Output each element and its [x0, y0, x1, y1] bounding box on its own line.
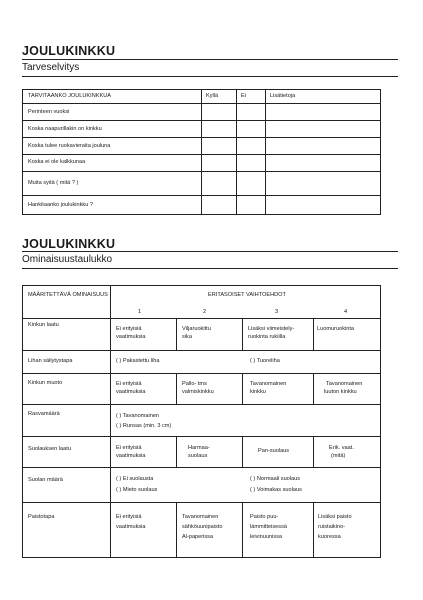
- properties-table-divider: [313, 373, 314, 404]
- option-checkbox-text: ( ) Ei suolausta: [116, 476, 154, 482]
- property-label: Kinkun laatu: [28, 322, 59, 328]
- needs-row-label: Hankitaanko joulukinkku ?: [28, 202, 93, 208]
- section2-subtitle: Ominaisuustaulukko: [22, 254, 113, 265]
- option-cell: kinkku: [250, 389, 266, 395]
- properties-table-divider: [313, 318, 314, 350]
- properties-header-options: ERITASOISET VAIHTOEHDOT: [208, 292, 286, 298]
- option-cell: sika: [182, 334, 192, 340]
- needs-header-info: Lisätietoja: [270, 93, 296, 99]
- needs-table-divider: [236, 89, 237, 215]
- section1-subtitle-rule: [22, 76, 398, 77]
- needs-table-divider: [22, 103, 381, 104]
- option-cell: sähköuunipaisto: [182, 524, 223, 530]
- needs-header-no: Ei: [241, 93, 246, 99]
- option-cell: ruokinta rukiilla: [248, 334, 286, 340]
- property-label: Lihan säilytystapa: [28, 358, 73, 364]
- property-label: Suolauksen laatu: [28, 446, 71, 452]
- option-cell: Tavanomainen: [326, 381, 363, 387]
- properties-table-divider: [22, 373, 381, 374]
- option-cell: (mitä): [331, 453, 346, 459]
- properties-table-divider: [313, 502, 314, 558]
- needs-header-yes: Kyllä: [206, 93, 219, 99]
- option-checkbox-text: ( ) Mieto suolaus: [116, 487, 158, 493]
- properties-table-divider: [22, 436, 381, 437]
- option-cell: Pallo- tms: [182, 381, 207, 387]
- option-number-3: 3: [275, 309, 279, 315]
- properties-header-property: MÄÄRITETTÄVÄ OMINAISUUS: [28, 292, 108, 298]
- section2-title-rule: [22, 251, 398, 252]
- option-cell: kuoressa: [318, 534, 341, 540]
- properties-table-divider: [313, 436, 314, 467]
- properties-table-divider: [176, 436, 177, 467]
- option-cell: luuton kinkku: [324, 389, 357, 395]
- properties-table-divider: [22, 350, 381, 351]
- needs-row-label: Koska naapurillakin on kinkku: [28, 126, 102, 132]
- option-cell: Al-paperissa: [182, 534, 214, 540]
- option-cell: vaatimuksia: [116, 389, 146, 395]
- needs-table-divider: [22, 154, 381, 155]
- option-cell: Tavanomainen: [250, 381, 287, 387]
- option-cell: vaatimuksia: [116, 334, 146, 340]
- option-cell: Luomuruokinta: [317, 326, 355, 332]
- option-checkbox-text: ( ) Pakastettu liha: [116, 358, 160, 364]
- properties-table-divider: [242, 502, 243, 558]
- properties-table-divider: [242, 436, 243, 467]
- needs-row-label: Koska ei ole kalkkunaa: [28, 159, 86, 165]
- option-cell: leivinuunissa: [250, 534, 283, 540]
- properties-table-divider: [22, 467, 381, 468]
- option-cell: Tavanomainen: [182, 514, 219, 520]
- option-checkbox-text: ( ) Voimakas suolaus: [250, 487, 302, 493]
- option-cell: Paisto puu-: [250, 514, 279, 520]
- needs-table-divider: [22, 137, 381, 138]
- property-label: Suolan määrä: [28, 477, 63, 483]
- needs-row-label: Perinteen vuoksi: [28, 109, 70, 115]
- option-cell: suolaus: [188, 453, 208, 459]
- option-cell: lämmitteisessä: [250, 524, 287, 530]
- property-label: Kinkun muoto: [28, 380, 63, 386]
- option-cell: Harmaa-: [188, 445, 210, 451]
- properties-table-divider: [242, 318, 243, 350]
- properties-table-divider: [176, 318, 177, 350]
- option-cell: Lisäksi viimeistely-: [248, 326, 295, 332]
- option-checkbox-text: ( ) Tuoreliha: [250, 358, 280, 364]
- section2-subtitle-rule: [22, 268, 398, 269]
- property-label: Rasvamäärä: [28, 411, 60, 417]
- option-checkbox-text: ( ) Tavanomainen: [116, 413, 160, 419]
- option-cell: Ei erityisiä: [116, 326, 142, 332]
- properties-table-divider: [176, 373, 177, 404]
- option-checkbox-text: ( ) Runsas (min. 3 cm): [116, 423, 172, 429]
- needs-table-divider: [22, 195, 381, 196]
- option-number-1: 1: [138, 309, 142, 315]
- option-checkbox-text: ( ) Normaali suolaus: [250, 476, 301, 482]
- needs-table-divider: [201, 89, 202, 215]
- option-cell: vaatimuksia: [116, 524, 146, 530]
- properties-table-divider: [22, 502, 381, 503]
- properties-table-divider: [22, 318, 381, 319]
- needs-header-question: TARVITAANKO JOULUKINKKUA: [28, 93, 111, 99]
- option-cell: valmiskinkku: [182, 389, 214, 395]
- option-number-4: 4: [344, 309, 348, 315]
- needs-table-divider: [22, 171, 381, 172]
- needs-row-label: Muita syitä ( mitä ? ): [28, 180, 79, 186]
- option-cell: Ei erityisiä: [116, 514, 142, 520]
- option-cell: Ei erityisiä: [116, 381, 142, 387]
- option-cell: Pan-suolaus: [258, 448, 290, 454]
- needs-table-divider: [265, 89, 266, 215]
- option-cell: ruistaikino-: [318, 524, 346, 530]
- option-cell: Lisäksi paisto: [318, 514, 352, 520]
- properties-table-divider: [242, 373, 243, 404]
- option-cell: Viljaruokittu: [182, 326, 211, 332]
- section1-title: JOULUKINKKU: [22, 44, 116, 58]
- property-label: Paistotapa: [28, 514, 55, 520]
- properties-table-divider: [176, 502, 177, 558]
- option-cell: vaatimuksia: [116, 453, 146, 459]
- needs-table-divider: [22, 120, 381, 121]
- option-cell: Ei erityisiä: [116, 445, 142, 451]
- properties-table-divider: [110, 285, 111, 558]
- section2-title: JOULUKINKKU: [22, 237, 116, 251]
- option-number-2: 2: [203, 309, 207, 315]
- section1-title-rule: [22, 59, 398, 60]
- section1-subtitle: Tarveselvitys: [22, 62, 80, 73]
- needs-row-label: Koska tulee ruokavieraita jouluna: [28, 143, 111, 149]
- option-cell: Erik. vaat.: [329, 445, 354, 451]
- properties-table-divider: [22, 404, 381, 405]
